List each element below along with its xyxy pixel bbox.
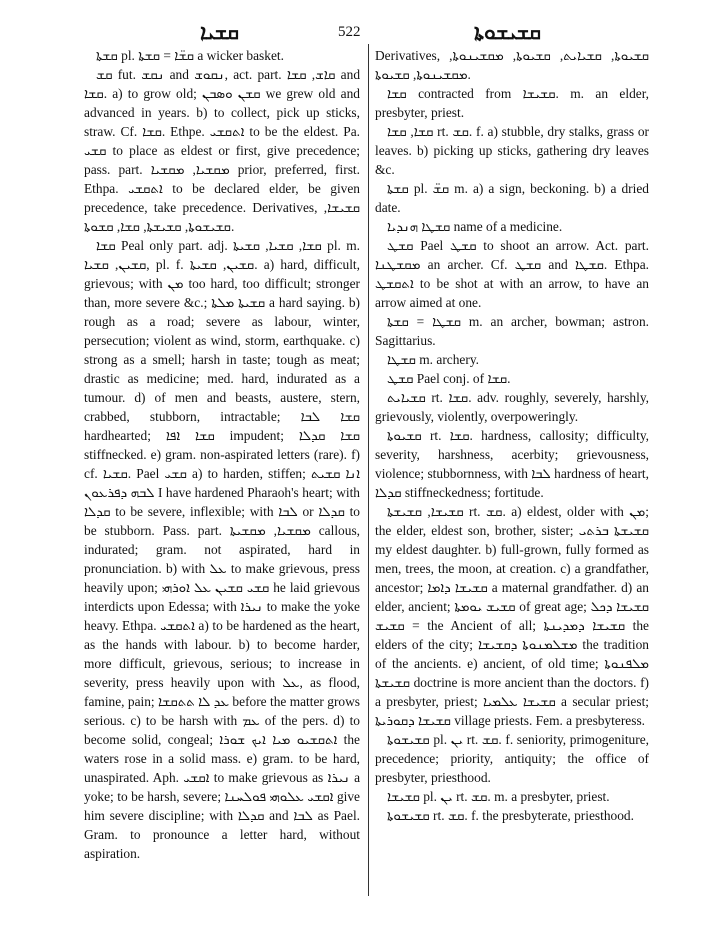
right-entry-8: ܩܫܛܐ m. archery. [387,352,479,367]
left-entry-3: ܩܫܐ Peal only part. adj. ܩܫܐ, ܩܫܝܐ, ܩܫܝܬܐ pl. m. ܩܫܝܢ, ܩܫܝܐ, pl. f. ܩܫܝܢ, ܩܫܝܬܐ. a) hard, difficult, grievous; with ܡܢ too hard, too difficult; stronger than, more severe &c.; ܩܫܝܬܐ ܡܠܬܐ a hard saying. b) rough as a road; severe as labour, winter, persecution; violent as wind, storm, earthquake. c) strong as a smell; harsh in taste; tough as meat; drastic as medicine; med. hard, indurated as a tumour. d) of men and beasts, austere, stern, crabbed, stubborn, intractable; ܩܫܐ ܠܒܐ hardhearted; ܩܫܐ ܐܦܐ impudent; ܩܫܐ ܩܕܠܐ stiffnecked. e) gram. non-aspirated letters (rare). f) cf. ܩܫܝܐ. Pael ܩܫܝ a) to harden, stiffen; ܐܢܐ ܩܫܝܬ ܠܒܗ ܕܦܪܥܘܢ I have hardened Pharaoh's heart; with ܩܕܠܐ to be severe, inflexible; with ܠܒܐ or ܩܕܠܐ to be stubborn. Pass. part. ܡܩܫܝܐ, ܡܩܫܝܬܐ callous, indurated; gram. not aspirated, hard in pronunciation. b) with ܥܠ to make grievous, press heavily upon; ܩܫܝ ܩܫܝܢ ܥܠ ܐܘܪܗܝ he laid grievous interdicts upon Edessa; with ܢܝܪܐ to make the yoke heavy. Ethpa. ܐܬܩܫܝ a) to be hardened as the heart, as the hands with labour. b) to become harder, more difficult, grievous, serious; to increase in severity, press heavily upon with ܥܠ, as flood, famine, pain; ܥܕ ܠܐ ܬܬܩܫܐ before the matter grows serious. c) to be harsh with ܥܡ of the pers. d) to become solid, congeal; ܐܬܩܫܝܘ ܡܝܐ ܐܝܟ ܫܘܪܐ the waters rose in a solid mass. e) gram. to be hard, unaspirated. Aph. ܐܩܫܝ to make grievous as ܢܝܪܐ a yoke; to be harsh, severe; ܐܩܫܝ ܥܠܘܗܝ ܦܘܠܚܢܐ give him severe discipline; with ܩܕܠܐ and ܠܒܐ as Pael. Gram. to pronounce a letter hard, without aspiration. [84,238,360,861]
right-entry-7: ܩܫܛܐ = ܩܫܬܐ m. an archer, bowman; astron. Sagittarius. [375,314,649,348]
right-entry-12: ܩܫܝܫܐ, ܩܫܝܫܬܐ rt. ܩܫ. a) eldest, older with ܡܢ; the elder, eldest son, brother, sister; ܩܫܝܫܬܐ ܒܪܬܝ my eldest daughter. b) full-grown, fully formed as men, trees, the moon, at creation. c) a grandfather, ancestor; ܩܫܝܫܐ ܕܐܡܐ a maternal grandfather. d) an elder, ancient; ܩܫܝܫ ܝܘܡܬܐ of great age; ܩܫܝܫܐ ܕܟܠ = ܩܫܝܫ the Ancient of all; ܩܫܝܫܐ ܕܡܕܝܢܬܐ the elders of the city; ܡܫܠܡܢܘܬܐ ܕܩܫܝܫܐ the tradition of the ancients. e) ancient, of old time; ܡܠܦܢܘܬܐ ܩܫܝܫܬܐ doctrine is more ancient than the doctors. f) a presbyter, priest; ܩܫܝܫܐ ܥܠܡܝܐ a secular priest; ܩܫܝܫܐ ܕܩܘܪܝܬܐ village priests. Fem. a presbyteress. [375,504,649,728]
page-number: 522 [338,24,361,40]
right-entry-15: ܩܫܝܫܘܬܐ rt. ܩܫ. f. the presbyterate, priesthood. [387,808,634,823]
right-entry-10: ܩܫܝܐܝܬ rt. ܩܫܐ. adv. roughly, severely, harshly, grievously, violently, overpoweringly. [375,390,649,424]
left-entry-2: ܩܫ fut. ܢܩܫ and ܢܩܘܫ, act. part. ܩܐܫ, ܩܫܐ and ܩܫܐ. a) to grow old; ܩܫܢ ܘܣܒܢ we grew old and advanced in years. b) to collect, pick up sticks, straw. Cf. ܩܫܐ. Ethpe. ܐܬܩܫܝ to be the eldest. Pa. ܩܫܝ to place as eldest or first, give precedence; pass. part. ܡܩܫܝܐ, ܡܩܫܝܐ prior, preferred, first. Ethpa. ܐܬܩܫܝ to be declared elder, be given precedence, take precedence. Derivatives, ܩܫܝܫܐ, ܩܫܝܫܘܬܐ, ܩܫܝܫܬܐ, ܩܫܐ, ܩܫܘܬܐ. [84,67,360,234]
header-left-word: ܩܫܝܐ [200,20,239,44]
left-column [84,46,360,894]
column-divider [368,44,369,896]
right-entry-2: ܩܫܐ contracted from ܩܫܝܫܐ. m. an elder, presbyter, priest. [375,86,649,120]
left-entry-1: ܩܫܬܐ pl. ܩܫ̈ܐ = ܩܫܬܐ a wicker basket. [96,48,284,63]
right-entry-11: ܩܫܝܘܬܐ rt. ܩܫܐ. hardness, callosity; difficulty, severity, harshness, acerbity; grievousness, violence; stubbornness, with ܠܒܐ hardness of heart, ܩܕܠܐ stiffneckedness; fortitude. [375,428,649,500]
right-entry-4: ܩܫܬܐ pl. ܩܫ̈ m. a) a sign, beckoning. b) a dried date. [375,181,649,215]
right-entry-14: ܩܫܝܫܐ pl. ܝܢ rt. ܩܫ. m. a presbyter, priest. [387,789,610,804]
right-entry-9: ܩܫܛ Pael conj. of ܩܫܐ. [387,371,511,386]
header-right-word: ܩܫܝܫܘܬܐ [474,20,541,44]
right-entry-13: ܩܫܝܫܘܬܐ pl. ܝܢ rt. ܩܫ. f. seniority, primogeniture, precedence; priority, antiquity; the office of presbyter, priesthood. [375,732,649,785]
right-entry-5: ܩܫܛܐ ܗܢܕܝܐ name of a medicine. [387,219,563,234]
right-entry-3: ܩܫܐ, ܩܫܐ rt. ܩܫ. f. a) stubble, dry stalks, grass or leaves. b) picking up sticks, gathering dry leaves &c. [375,124,649,177]
right-column [375,46,649,888]
right-entry-6: ܩܫܛ Pael ܩܫܛ to shoot an arrow. Act. part. ܡܩܫܛܢܐ an archer. Cf. ܩܫܛ and ܩܫܛܐ. Ethpa. ܐܬܩܫܛ to be shot at with an arrow, to have an arrow aimed at one. [375,238,649,310]
right-entry-1: Derivatives, ܩܫܝܘܬܐ, ܩܫܝܐܝܬ, ܩܫܝܘܬܐ, ܡܩܫܝܢܘܬܐ, ܡܩܫܝܢܘܬܐ, ܩܫܝܘܬܐ. [375,48,649,82]
